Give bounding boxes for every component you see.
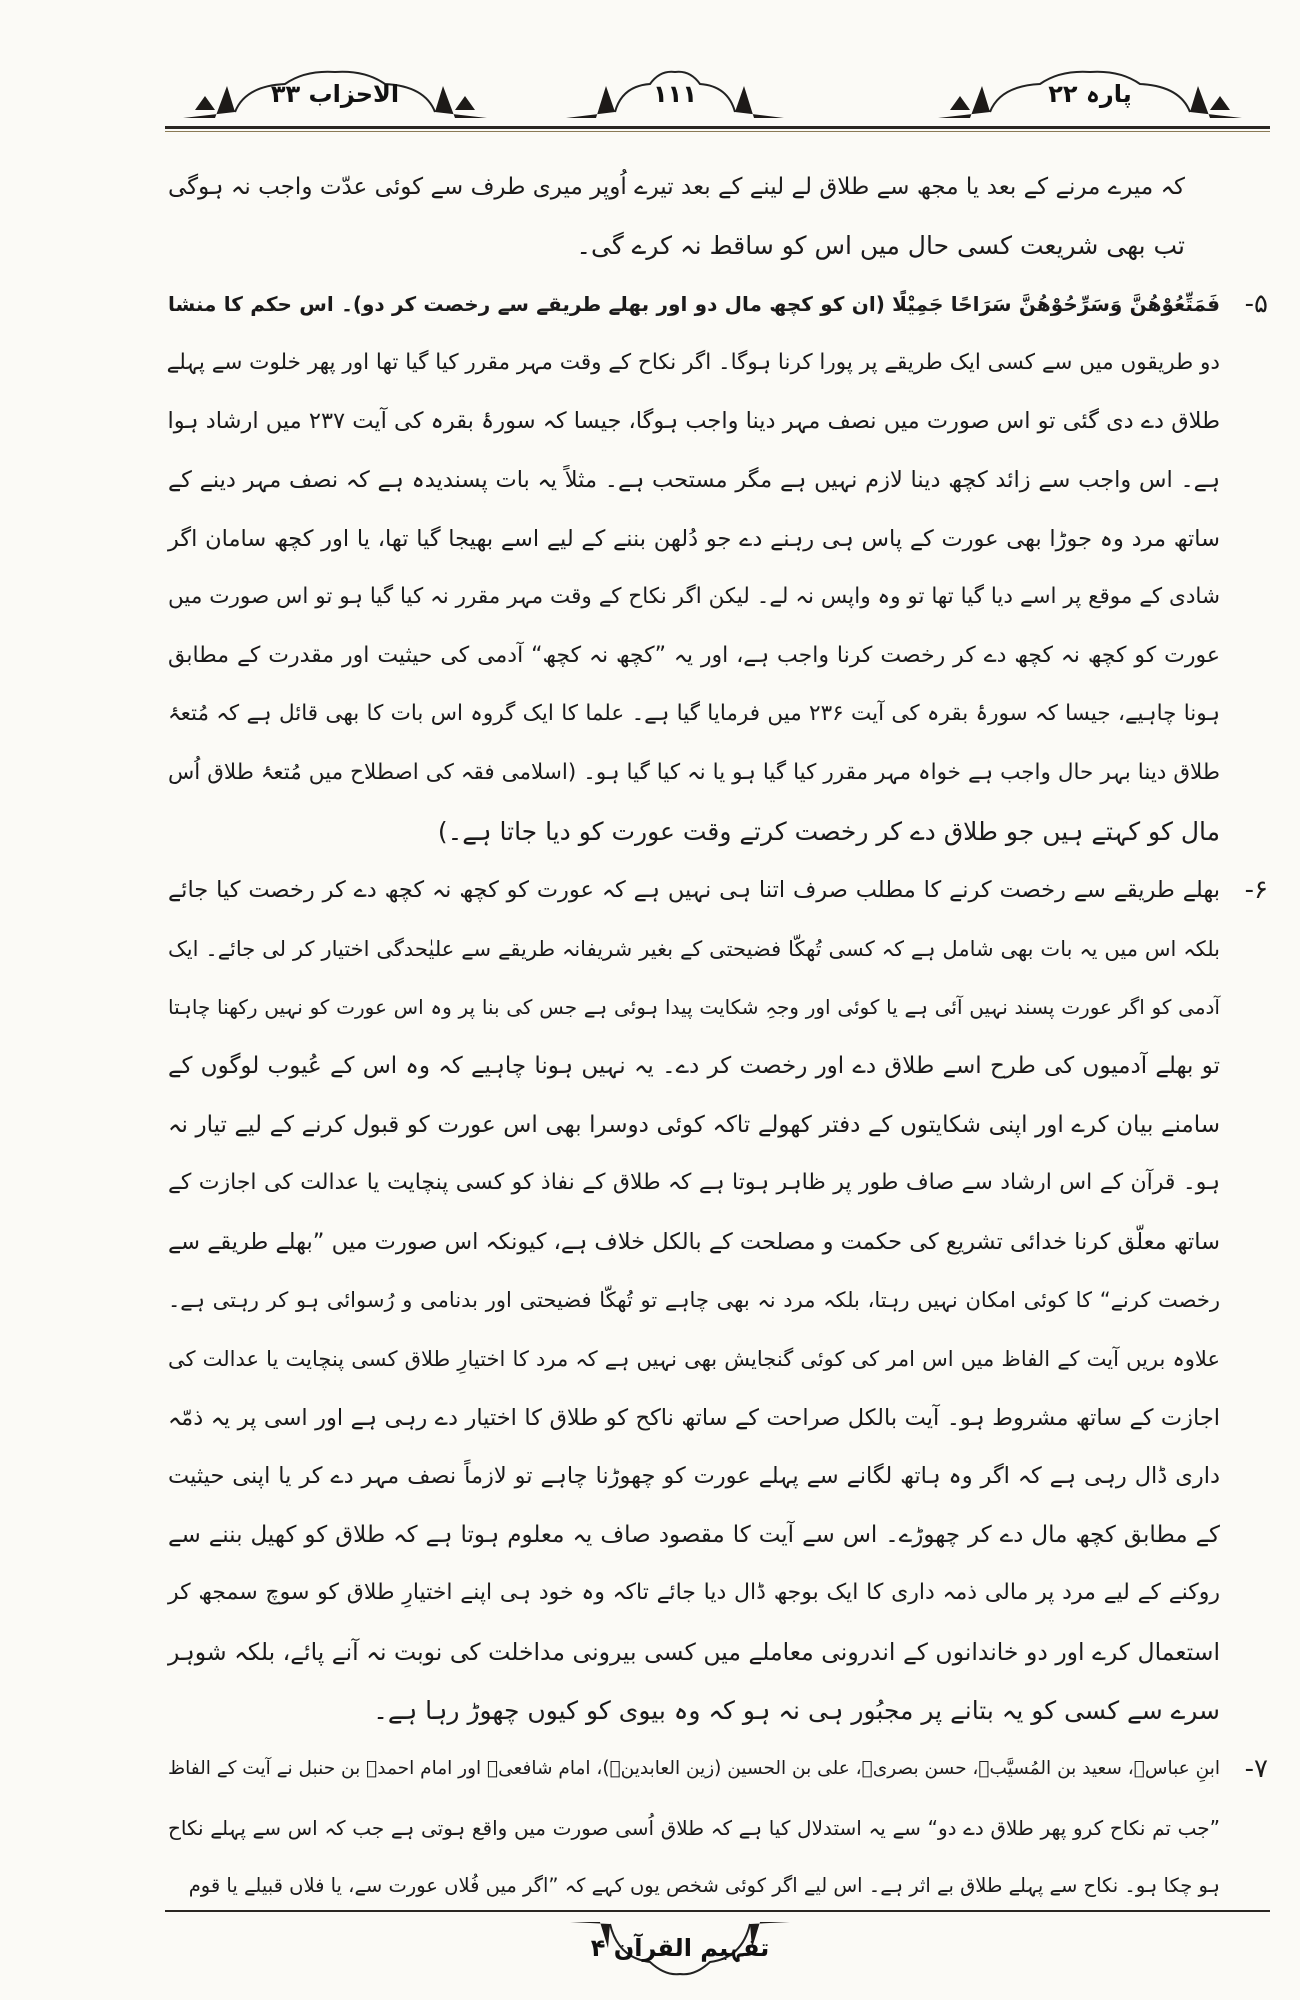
text-line: فَمَتِّعُوْهُنَّ وَسَرِّحُوْهُنَّ سَرَاحًا جَمِیْلًا (ان کو کچھ مال دو اور بھلے طریقے سے رخصت کر دو)۔ اس حکم کا منشا <box>168 292 1220 317</box>
text-line: اجازت کے ساتھ مشروط ہو۔ آیت بالکل صراحت کے ساتھ ناکح کو طلاق کا اختیار دے رہی ہے اور اسی پر یہ ذمّہ <box>168 1404 1220 1431</box>
text-line: کے مطابق کچھ مال دے کر چھوڑے۔ اس سے آیت کا مقصود صاف یہ معلوم ہوتا ہے کہ طلاق کو کھیل بننے سے <box>168 1521 1220 1548</box>
footer-title-cartouche <box>560 1918 800 1978</box>
text-line: تو بھلے آدمیوں کی طرح اسے طلاق دے اور رخصت کر دے۔ یہ نہیں ہونا چاہیے کہ وہ اس کے عُیوب لوگوں کے <box>168 1053 1220 1079</box>
book-title: تفہیم القرآن ۴ <box>590 1934 770 1962</box>
text-line: ساتھ معلّق کرنا خدائی تشریع کی حکمت و مصلحت کے بالکل خلاف ہے، کیونکہ اس صورت میں ”بھلے طریقے سے <box>168 1228 1220 1255</box>
note-number: ۶- <box>1244 875 1268 906</box>
text-line: روکنے کے لیے مرد پر مالی ذمہ داری کا ایک بوجھ ڈال دیا جائے تاکہ وہ خود ہی اپنے اختیارِ طلاق کو سوچ سمجھ کر <box>168 1580 1220 1606</box>
header-para-cartouche <box>930 66 1250 122</box>
text-line: علاوہ بریں آیت کے الفاظ میں اس امر کی کوئی گنجایش بھی نہیں ہے کہ مرد کا اختیارِ طلاق کسی پنچایت یا عدالت کی <box>168 1347 1220 1371</box>
header-surah-cartouche <box>175 66 495 122</box>
surah-label: الاحزاب ۳۳ <box>270 80 400 108</box>
text-line: کہ میرے مرنے کے بعد یا مجھ سے طلاق لے لینے کے بعد تیرے اُوپر میری طرف سے کوئی عدّت واجب نہ ہوگی <box>168 174 1185 200</box>
text-line: ابنِ عباسؓ، سعید بن المُسیَّبؒ، حسن بصریؒ، علی بن الحسین (زین العابدینؒ)، امام شافعیؒ اور امام احمدؒ بن حنبل نے آیت کے الفاظ <box>168 1758 1220 1780</box>
note-number: ۵- <box>1244 289 1268 320</box>
header-rule-thin <box>165 131 1270 132</box>
text-line: ساتھ مرد وہ جوڑا بھی عورت کے پاس ہی رہنے دے جو دُلھن بننے کے لیے اسے بھیجا گیا تھا، یا اور کچھ سامان اگر <box>168 525 1220 552</box>
header-rule <box>165 126 1270 129</box>
text-line: داری ڈال رہی ہے کہ اگر وہ ہاتھ لگانے سے پہلے عورت کو چھوڑنا چاہے تو لازماً نصف مہر دے کر یا اپنی حیثیت <box>168 1463 1220 1490</box>
note-number: ۷- <box>1244 1754 1268 1785</box>
header-page-cartouche <box>560 66 790 122</box>
text-line: طلاق دے دی گئی تو اس صورت میں نصف مہر دینا واجب ہوگا، جیسا کہ سورۂ بقرہ کی آیت ۲۳۷ میں ارشاد ہوا <box>167 408 1220 435</box>
text-line: دو طریقوں میں سے کسی ایک طریقے پر پورا کرنا ہوگا۔ اگر نکاح کے وقت مہر مقرر کیا گیا تھا اور پھر خلوت سے پہلے <box>166 349 1220 375</box>
text-line: ہے۔ اس واجب سے زائد کچھ دینا لازم نہیں ہے مگر مستحب ہے۔ مثلاً یہ بات پسندیدہ ہے کہ نصف مہر دینے کے <box>168 467 1220 493</box>
text-line: مال کو کہتے ہیں جو طلاق دے کر رخصت کرتے وقت عورت کو دیا جاتا ہے۔) <box>437 816 1220 846</box>
text-line: عورت کو کچھ نہ کچھ دے کر رخصت کرنا واجب ہے، اور یہ ”کچھ نہ کچھ“ آدمی کی حیثیت اور مقدرت کے مطابق <box>168 642 1220 668</box>
text-line: بھلے طریقے سے رخصت کرنے کا مطلب صرف اتنا ہی نہیں ہے کہ عورت کو کچھ نہ کچھ دے کر رخصت کیا جائے <box>168 877 1220 904</box>
page-number: ۱۱۱ <box>653 80 697 108</box>
text-line: بلکہ اس میں یہ بات بھی شامل ہے کہ کسی تُھکّا فضیحتی کے بغیر شریفانہ طریقے سے علیٰحدگی اختیار کر لی جائے۔ ایک <box>168 936 1220 961</box>
text-line: تب بھی شریعت کسی حال میں اس کو ساقط نہ کرے گی۔ <box>576 230 1185 260</box>
para-label: پارہ ۲۲ <box>1048 80 1132 108</box>
text-line: طلاق دینا بہر حال واجب ہے خواہ مہر مقرر کیا گیا ہو یا نہ کیا گیا ہو۔ (اسلامی فقہ کی اصطلاح میں مُتعۂ طلاق اُس <box>168 760 1220 785</box>
text-line: ہو۔ قرآن کے اس ارشاد سے صاف طور پر ظاہر ہوتا ہے کہ طلاق کے نفاذ کو کسی پنچایت یا عدالت کی اجازت کے <box>168 1170 1220 1196</box>
text-line: سرے سے کسی کو یہ بتانے پر مجبُور ہی نہ ہو کہ وہ بیوی کو کیوں چھوڑ رہا ہے۔ <box>373 1695 1220 1725</box>
text-line: سامنے بیان کرے اور اپنی شکایتوں کے دفتر کھولے تاکہ کوئی دوسرا بھی اس عورت کو قبول کرنے کے لیے تیار نہ <box>168 1111 1220 1138</box>
text-line: شادی کے موقع پر اسے دیا گیا تھا تو وہ واپس نہ لے۔ لیکن اگر نکاح کے وقت مہر مقرر نہ کیا گیا ہو تو اس صورت میں <box>168 584 1220 610</box>
text-line: رخصت کرنے“ کا کوئی امکان نہیں رہتا، بلکہ مرد نہ بھی چاہے تو تُھکّا فضیحتی اور بدنامی و رُسوائی ہو کر رہتی ہے۔ <box>168 1288 1220 1313</box>
text-line: ہو چکا ہو۔ نکاح سے پہلے طلاق بے اثر ہے۔ اس لیے اگر کوئی شخص یوں کہے کہ ”اگر میں فُلاں عورت سے، یا فلاں قبیلے یا قوم <box>188 1874 1220 1898</box>
text-line: آدمی کو اگر عورت پسند نہیں آئی ہے یا کوئی اور وجہِ شکایت پیدا ہوئی ہے جس کی بنا پر وہ اس عورت کو نہیں رکھنا چاہتا <box>168 995 1220 1020</box>
footer-rule <box>165 1910 1270 1912</box>
text-line: استعمال کرے اور دو خاندانوں کے اندرونی معاملے میں کسی بیرونی مداخلت کی نوبت نہ آنے پائے، بلکہ شوہر <box>168 1638 1220 1666</box>
text-line: ”جب تم نکاح کرو پھر طلاق دے دو“ سے یہ استدلال کیا ہے کہ طلاق اُسی صورت میں واقع ہوتی ہے جب کہ اس سے پہلے نکاح <box>168 1815 1220 1840</box>
text-line: ہونا چاہیے، جیسا کہ سورۂ بقرہ کی آیت ۲۳۶ میں فرمایا گیا ہے۔ علما کا ایک گروہ اس بات کا بھی قائل ہے کہ مُتعۂ <box>168 701 1220 727</box>
